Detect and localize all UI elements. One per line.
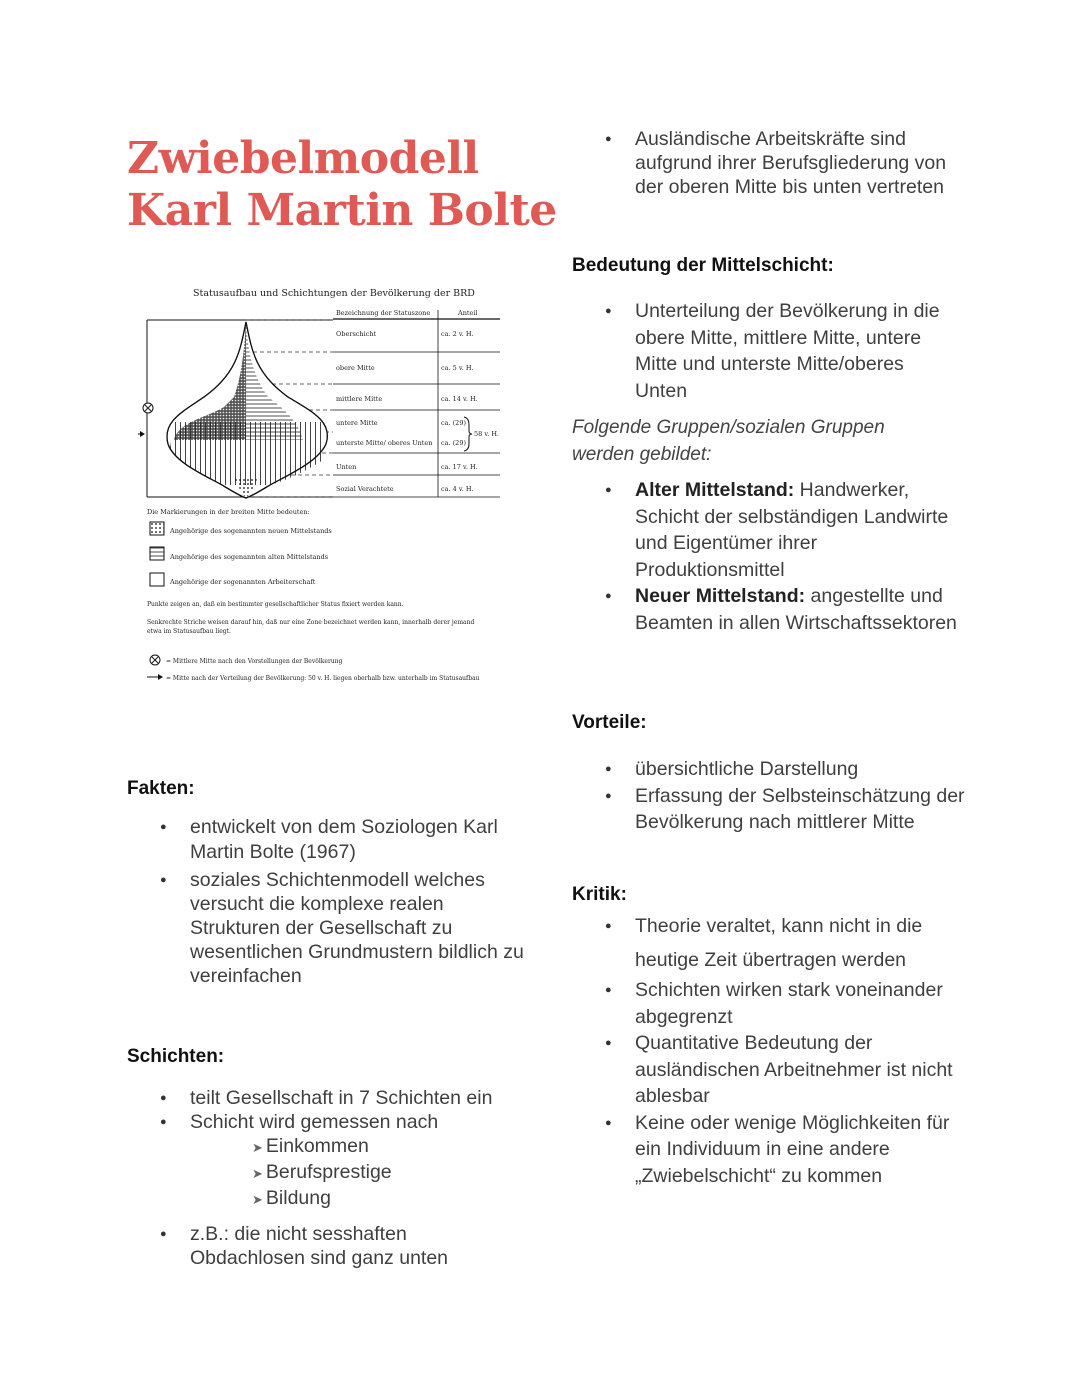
note-lines-1: Senkrechte Striche weisen darauf hin, daß nur eine Zone bezeichnet werden kann, innerhalb derer jemand	[147, 619, 475, 626]
list-item-text: Schicht wird gemessen nach	[190, 1111, 439, 1133]
list-item: ● soziales Schichtenmodell welches versucht die komplexe realen Strukturen der Gesellschaft zu wesentlichen Grundmustern bildlich zu vereinfachen	[127, 868, 527, 988]
groups-list	[572, 477, 957, 636]
legend-circle-icon	[150, 655, 160, 665]
schichten-heading: Schichten:	[127, 1046, 225, 1067]
diagram-caption: Statusaufbau und Schichtungen der Bevölkerung der BRD	[193, 288, 475, 299]
zone-share: ca. 14 v. H.	[441, 395, 478, 403]
zone-share: ca. (29)	[441, 419, 466, 427]
circle-cross-marker	[143, 403, 153, 413]
zone-share: ca. 4 v. H.	[441, 485, 474, 493]
alter-mittelstand-label: Alter Mittelstand:	[635, 479, 795, 501]
bedeutung-list	[572, 298, 952, 404]
foreign-workers-list	[572, 127, 962, 199]
marker-arrow-text: = Mitte nach der Verteilung der Bevölkerung: 50 v. H. liegen oberhalb bzw. unterhalb im Statusaufbau	[166, 675, 480, 682]
zone-share: ca. 17 v. H.	[441, 463, 478, 471]
sub-item: ➤ Berufsprestige	[252, 1161, 392, 1183]
note-lines-2: etwa im Statusaufbau liegt.	[147, 628, 231, 635]
list-item	[572, 583, 957, 636]
schichten-example-list	[127, 1222, 497, 1270]
zone-name: unterste Mitte/ oberes Unten	[336, 439, 433, 447]
zone-name: obere Mitte	[336, 364, 375, 372]
brace-label: 58 v. H.	[474, 430, 500, 438]
zone-share: ca. 5 v. H.	[441, 364, 474, 372]
list-item: ● entwickelt von dem Soziologen Karl Martin Bolte (1967)	[127, 815, 527, 865]
kritik-1a: Theorie veraltet, kann nicht in die	[635, 915, 923, 937]
list-item: ● teilt Gesellschaft in 7 Schichten ein	[127, 1086, 547, 1110]
zone-name: Sozial Verachtete	[336, 485, 394, 493]
zone-name: Unten	[336, 463, 357, 471]
page-title	[127, 133, 567, 237]
arrow-marker	[138, 431, 145, 437]
onion-shape	[167, 322, 327, 498]
sub-item: ➤ Einkommen	[252, 1135, 369, 1157]
criteria-sublist	[190, 1134, 547, 1212]
zone-share: ca. (29)	[441, 439, 466, 447]
zone-name: Oberschicht	[336, 330, 377, 338]
column-name-header: Bezeichnung der Statuszone	[336, 309, 431, 317]
fakten-heading: Fakten:	[127, 778, 195, 799]
zone-name: mittlere Mitte	[336, 395, 383, 403]
fakten-list	[127, 815, 527, 988]
list-item: ● übersichtliche Darstellung	[572, 756, 967, 783]
kritik-1b: heutige Zeit übertragen werden	[635, 949, 907, 971]
list-item: ● Keine oder wenige Möglichkeiten für ein Individuum in eine andere „Zwiebelschicht“ zu kommen	[572, 1110, 962, 1190]
note-points: Punkte zeigen an, daß ein bestimmter gesellschaftlicher Status fixiert werden kann.	[147, 601, 404, 608]
zone-name: untere Mitte	[336, 419, 378, 427]
list-item	[572, 477, 957, 583]
schichten-list	[127, 1086, 547, 1212]
list-item: ● Schichten wirken stark voneinander abgegrenzt	[572, 977, 962, 1030]
arrow-right-icon: ➤	[252, 1140, 263, 1155]
list-item: ● Ausländische Arbeitskräfte sind aufgrund ihrer Berufsgliederung von der oberen Mitte bis unten vertreten	[572, 127, 962, 199]
list-item	[127, 1110, 547, 1212]
bedeutung-heading: Bedeutung der Mittelschicht:	[572, 255, 834, 276]
arrow-right-icon: ➤	[252, 1166, 263, 1181]
kritik-list	[572, 909, 962, 1189]
arrow-right-icon: ➤	[252, 1192, 263, 1207]
alter-mittelstand-text: Handwerker, Schicht der selbständigen Landwirte und Eigentümer ihrer Produktionsmittel	[635, 479, 949, 581]
list-item	[572, 909, 962, 977]
legend-item-new: Angehörige des sogenannten neuen Mittelstands	[170, 527, 332, 535]
column-share-header: Anteil	[458, 309, 478, 317]
list-item: ● Erfassung der Selbsteinschätzung der Bevölkerung nach mittlerer Mitte	[572, 783, 967, 836]
legend-title: Die Markierungen in der breiten Mitte bedeuten:	[147, 508, 310, 516]
list-item: ● z.B.: die nicht sesshaften Obdachlosen sind ganz unten	[127, 1222, 497, 1270]
neuer-mittelstand-text: angestellte und Beamten in allen Wirtschaftssektoren	[635, 585, 957, 634]
neuer-mittelstand-label: Neuer Mittelstand:	[635, 585, 806, 607]
vorteile-list	[572, 756, 967, 836]
zone-share: ca. 2 v. H.	[441, 330, 474, 338]
title-line-1: Zwiebelmodell	[127, 133, 479, 184]
vorteile-heading: Vorteile:	[572, 712, 647, 733]
sub-item: ➤ Bildung	[252, 1187, 331, 1209]
title-line-2: Karl Martin Bolte	[127, 185, 557, 236]
legend-item-workers: Angehörige der sogenannten Arbeiterschaft	[170, 578, 316, 586]
legend-item-old: Angehörige des sogenannten alten Mittelstands	[170, 553, 329, 561]
onion-model-diagram	[138, 282, 510, 687]
legend-arrow-icon	[147, 674, 163, 680]
list-item: ● Quantitative Bedeutung der ausländischen Arbeitnehmer ist nicht ablesbar	[572, 1030, 962, 1110]
kritik-heading: Kritik:	[572, 884, 627, 905]
list-item: ● Unterteilung der Bevölkerung in die obere Mitte, mittlere Mitte, untere Mitte und unterste Mitte/oberes Unten	[572, 298, 952, 404]
marker-circle-text: = Mittlere Mitte nach den Vorstellungen der Bevölkerung	[166, 658, 343, 665]
groups-intro: Folgende Gruppen/sozialen Gruppen werden gebildet:	[572, 417, 885, 465]
